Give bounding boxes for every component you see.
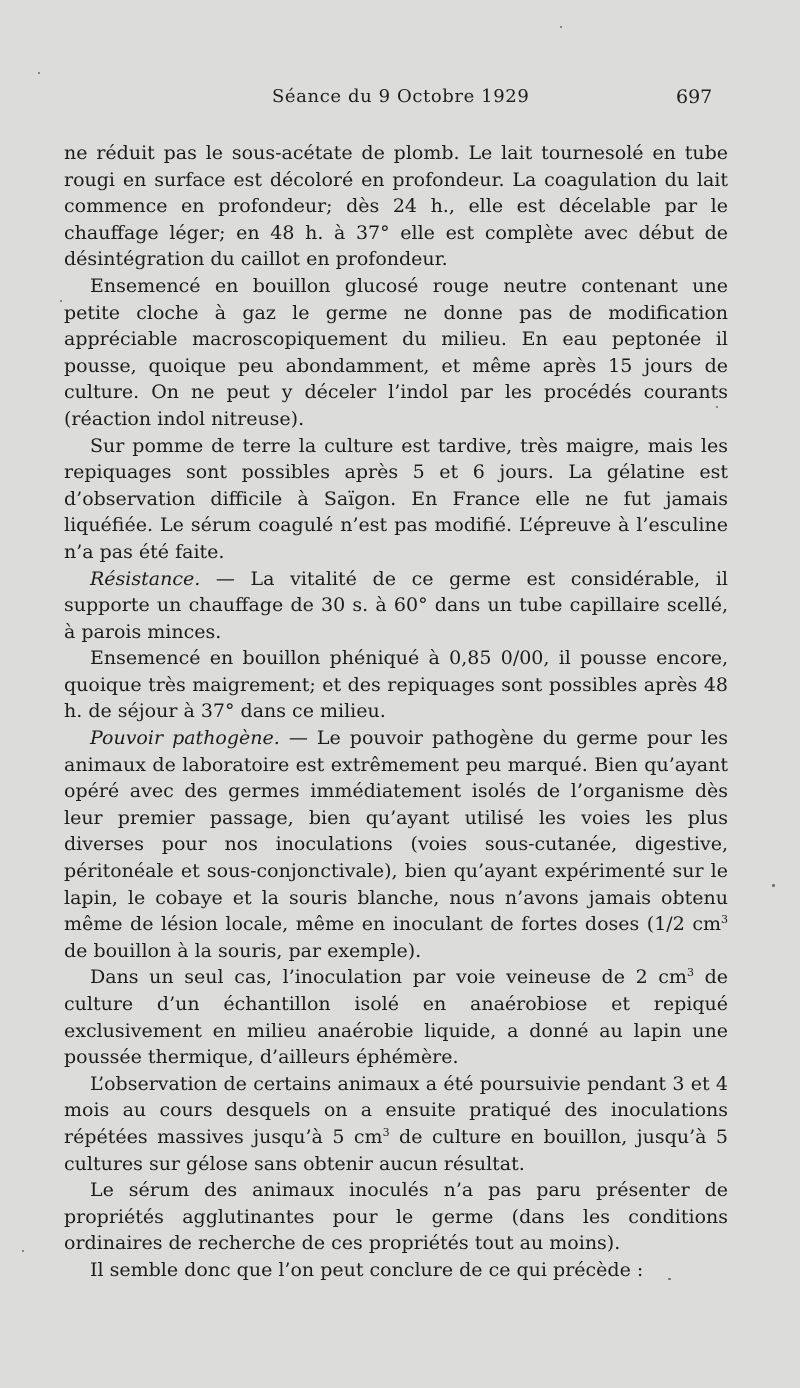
section-lead: Résistance.: [90, 567, 201, 590]
scan-speck: [60, 300, 62, 302]
paragraph: Sur pomme de terre la culture est tardive, très maigre, mais les repiquages sont possibles après 5 et 6 jours. La gélatine est d’observation difficile à Saïgon. En France elle ne fut jamais liquéfiée. Le sérum coagulé n’est pas modifié. L’épreuve à l’esculine n’a pas été faite.: [64, 434, 728, 563]
scan-speck: [772, 884, 775, 887]
running-title: Séance du 9 Octobre 1929: [272, 86, 530, 107]
scan-speck: [22, 1250, 24, 1252]
article-body: [64, 140, 728, 1284]
paragraph: [64, 964, 728, 1070]
paragraph: Il semble donc que l’on peut conclure de ce qui précède :: [90, 1258, 644, 1281]
paragraph-text: — Le pouvoir pathogène du germe pour les animaux de laboratoire est extrêmement peu marqué. Bien qu’ayant opéré avec des germes immédiatement isolés de l’organisme dès leur premier passage, bien qu’ayant utilisé les voies les plus diverses pour nos inoculations (voies sous-cutanée, digestive, péritonéale et sous-conjonctivale), bien qu’ayant expérimenté sur le lapin, le cobaye et la souris blanche, nous n’avons jamais obtenu même de lésion locale, même en inoculant de fortes doses (1/2 cm: [64, 727, 728, 936]
superscript: 3: [686, 966, 694, 980]
scan-speck: [38, 72, 40, 74]
paragraph-text: de culture en bouillon, jusqu’à 5 cultures sur gélose sans obtenir aucun résultat.: [64, 1125, 729, 1175]
page-number: 697: [676, 86, 713, 108]
paragraph: Le sérum des animaux inoculés n’a pas paru présenter de propriétés agglutinantes pour le germe (dans les conditions ordinaires de recherche de ces propriétés tout au moins).: [64, 1179, 728, 1255]
superscript: 3: [382, 1125, 390, 1139]
paragraph: [64, 725, 728, 964]
paragraph-text: de culture d’un échantillon isolé en anaérobiose et repiqué exclusivement en milieu anaérobie liquide, a donné au lapin une poussée thermique, d’ailleurs éphémère.: [64, 966, 728, 1069]
page-header: [0, 86, 800, 114]
paragraph: Ensemencé en bouillon phéniqué à 0,85 0/00, il pousse encore, quoique très maigrement; et des repiquages sont possibles après 48 h. de séjour à 37° dans ce milieu.: [64, 647, 728, 723]
paragraph: Ensemencé en bouillon glucosé rouge neutre contenant une petite cloche à gaz le germe ne donne pas de modification appréciable macroscopiquement du milieu. En eau peptonée il pousse, quoique peu abondamment, et même après 15 jours de culture. On ne peut y déceler l’indol par les procédés courants (réaction indol nitreuse).: [64, 274, 728, 430]
paragraph-text: L’observation de certains animaux a été poursuivie pendant 3 et 4 mois au cours desquels on a ensuite pratiqué des inoculations répétées massives jusqu’à 5 cm: [64, 1072, 728, 1148]
scan-speck: [560, 26, 562, 28]
paragraph: ne réduit pas le sous-acétate de plomb. Le lait tournesolé en tube rougi en surface est décoloré en profondeur. La coagulation du lait commence en profondeur; dès 24 h., elle est décelable par le chauffage léger; en 48 h. à 37° elle est complète avec début de désintégration du caillot en profondeur.: [64, 142, 728, 271]
paragraph-text: — La vitalité de ce germe est considérable, il supporte un chauffage de 30 s. à 60° dans un tube capillaire scellé, à parois minces.: [64, 567, 728, 643]
superscript: 3: [721, 913, 728, 927]
paragraph: [64, 1071, 728, 1177]
paragraph-text: de bouillon à la souris, par exemple).: [64, 939, 422, 962]
section-lead: Pouvoir pathogène.: [90, 727, 280, 750]
paragraph-text: Dans un seul cas, l’inoculation par voie veineuse de 2 cm: [90, 966, 687, 989]
paragraph: [64, 566, 728, 646]
